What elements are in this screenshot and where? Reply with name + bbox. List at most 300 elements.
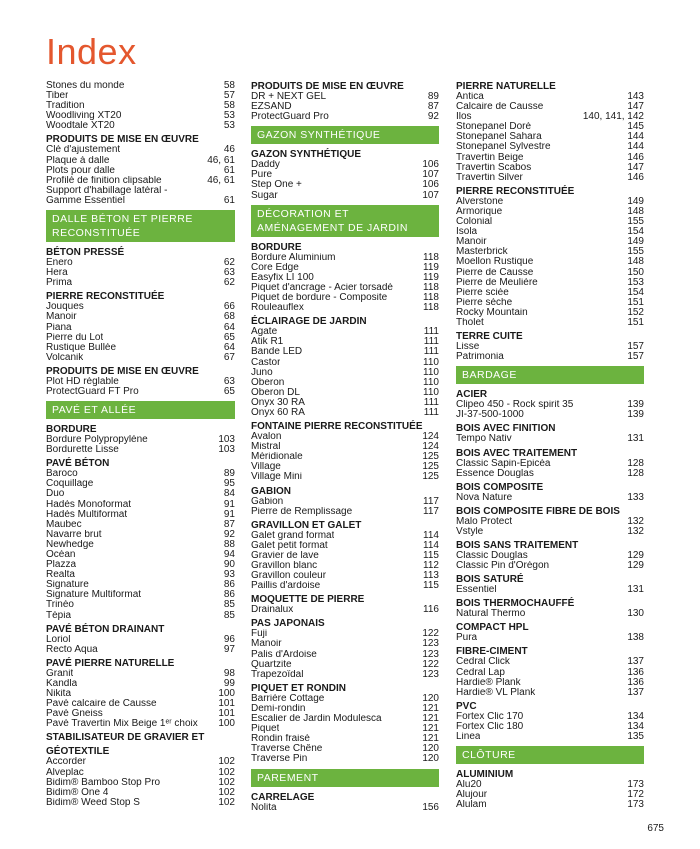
entry-label: Travertin Scabos — [456, 162, 532, 173]
entry-label: Pavé Gneiss — [46, 709, 103, 720]
subsection-heading: CARRELAGE — [251, 791, 315, 803]
entry-label: Alverstone — [456, 196, 504, 207]
entry-page-number: 107 — [422, 169, 439, 181]
entry-page-number: 151 — [627, 296, 644, 308]
entry-label: Manoir — [46, 312, 77, 323]
entry-label: Cedral Lap — [456, 667, 505, 678]
entry-page-number: 154 — [627, 226, 644, 238]
entry-label: Drainalux — [251, 605, 294, 616]
entry-label: Linea — [456, 732, 481, 743]
entry-label: Ilos — [456, 112, 472, 123]
entry-label: Hadès Multiformat — [46, 509, 128, 520]
entry-label: Barrière Cottage — [251, 693, 325, 704]
entry-page-number: 139 — [627, 409, 644, 421]
entry-page-number: 96 — [223, 633, 235, 645]
index-entry — [251, 303, 439, 313]
entry-label: Core Edge — [251, 262, 299, 273]
entry-label: Tholet — [456, 317, 484, 328]
entry-label: Rustique Bullée — [46, 342, 117, 353]
entry-label: Avalon — [251, 432, 282, 443]
entry-page-number: 144 — [627, 131, 644, 143]
entry-label: Demi-rondin — [251, 703, 306, 714]
entry-label: Mistral — [251, 442, 281, 453]
index-entry — [46, 312, 235, 322]
subsection-heading: BOIS COMPOSITE — [456, 481, 544, 493]
entry-label: Duo — [46, 489, 65, 500]
entry-label: Piquet — [251, 724, 280, 735]
entry-page-number: 120 — [422, 692, 439, 704]
entry-label: Armorique — [456, 206, 503, 217]
entry-page-number: 91 — [223, 498, 235, 510]
index-entry — [456, 780, 644, 790]
subsection-heading: BOIS THERMOCHAUFFÉ — [456, 598, 575, 610]
section-band: CLÔTURE — [456, 746, 644, 764]
entry-label: Bidim® One 4 — [46, 787, 109, 798]
entry-label: Galet petit format — [251, 540, 328, 551]
entry-page-number: 119 — [423, 271, 439, 283]
entry-page-number: 147 — [627, 101, 644, 113]
entry-page-number: 106 — [422, 159, 439, 171]
entry-label: Calcaire de Causse — [456, 102, 544, 113]
entry-page-number: 87 — [223, 518, 235, 530]
entry-page-number: 99 — [223, 677, 235, 689]
index-entry — [251, 497, 439, 507]
entry-label: Support d'habillage latéral - — [46, 185, 168, 196]
page-title: Index — [46, 31, 137, 72]
entry-page-number: 136 — [627, 676, 644, 688]
index-entry — [251, 442, 439, 452]
entry-label: Easyfix LI 100 — [251, 272, 314, 283]
entry-page-number: 149 — [627, 236, 644, 248]
subsection-heading: GAZON SYNTHÉTIQUE — [251, 149, 362, 161]
entry-page-number: 62 — [223, 257, 235, 269]
entry-label: Coquillage — [46, 479, 94, 490]
entry-label: Hadès Monoformat — [46, 499, 132, 510]
entry-page-number: 119 — [423, 261, 439, 273]
entry-label: Quartzite — [251, 659, 292, 670]
entry-page-number: 111 — [423, 406, 439, 418]
subsection-heading: PIERRE RECONSTITUÉE — [46, 291, 165, 303]
entry-label: Woodtale XT20 — [46, 121, 115, 132]
index-entry — [251, 452, 439, 462]
section-band: PAVÉ ET ALLÉE — [46, 401, 235, 419]
index-entry — [456, 163, 644, 173]
index-entry — [456, 142, 644, 152]
index-entry — [46, 323, 235, 333]
index-entry — [46, 689, 235, 699]
entry-page-number: 115 — [423, 580, 439, 592]
entry-page-number: 131 — [627, 433, 644, 445]
entry-label: Patrimonia — [456, 352, 504, 363]
entry-page-number: 61 — [223, 164, 235, 176]
entry-page-number: 84 — [223, 488, 235, 500]
index-entry — [456, 722, 644, 732]
entry-label: Rocky Mountain — [456, 307, 528, 318]
entry-page-number: 146 — [627, 151, 644, 163]
index-entry — [46, 798, 235, 808]
entry-page-number: 87 — [427, 101, 439, 113]
entry-page-number: 172 — [627, 789, 644, 801]
index-entry — [251, 253, 439, 263]
subsection-heading: MOQUETTE DE PIERRE — [251, 594, 365, 606]
entry-label: Fortex Clic 180 — [456, 721, 524, 732]
entry-page-number: 131 — [627, 584, 644, 596]
entry-page-number: 112 — [423, 560, 439, 571]
index-entry — [46, 709, 235, 719]
index-entry — [46, 719, 235, 729]
index-entry — [46, 520, 235, 530]
entry-page-number: 117 — [423, 505, 439, 517]
subsection-heading: PIQUET ET RONDIN — [251, 682, 347, 694]
subsection-heading: BORDURE — [46, 424, 97, 436]
index-entry — [456, 459, 644, 469]
entry-page-number: 64 — [223, 341, 235, 353]
index-entry — [251, 112, 439, 122]
entry-page-number: 153 — [627, 276, 644, 288]
entry-page-number: 85 — [223, 609, 235, 621]
entry-page-number: 94 — [223, 549, 235, 560]
entry-label: Realta — [46, 570, 75, 581]
entry-label: Onyx 60 RA — [251, 407, 305, 418]
index-entry — [251, 408, 439, 418]
entry-page-number: 133 — [627, 491, 644, 503]
entry-label: Clipeo 450 - Rock spirit 35 — [456, 400, 574, 411]
entry-label: Manoir — [251, 639, 282, 650]
entry-label: Kandla — [46, 678, 78, 689]
index-entry — [251, 670, 439, 680]
entry-label: DR + NEXT GEL — [251, 92, 327, 102]
index-entry — [46, 333, 235, 343]
entry-label: Rondin fraisé — [251, 734, 310, 745]
index-entry — [46, 387, 235, 397]
index-entry — [251, 170, 439, 180]
entry-label: EZSAND — [251, 102, 292, 113]
entry-page-number: 157 — [627, 351, 644, 363]
index-entry — [251, 744, 439, 754]
index-entry — [46, 91, 235, 101]
entry-page-number: 100 — [218, 718, 235, 730]
index-entry — [46, 196, 235, 206]
index-entry — [251, 734, 439, 744]
entry-label: Pierre de Meulière — [456, 277, 538, 288]
index-entry — [456, 92, 644, 102]
entry-label: Tiber — [46, 91, 69, 102]
entry-page-number: 148 — [627, 256, 644, 268]
entry-page-number: 155 — [627, 246, 644, 258]
entry-page-number: 118 — [423, 292, 439, 304]
subsection-heading: PVC — [456, 700, 477, 712]
index-entry — [456, 657, 644, 667]
entry-label: Méridionale — [251, 452, 303, 463]
index-entry — [456, 197, 644, 207]
entry-page-number: 90 — [223, 559, 235, 571]
entry-page-number: 124 — [422, 431, 439, 443]
entry-page-number: 53 — [223, 120, 235, 132]
entry-page-number: 132 — [627, 515, 644, 527]
index-entry — [46, 258, 235, 268]
entry-page-number: 123 — [422, 638, 439, 650]
section-band: GAZON SYNTHÉTIQUE — [251, 126, 439, 144]
entry-page-number: 120 — [422, 753, 439, 765]
entry-label: Palis d'Ardoise — [251, 649, 317, 660]
entry-label: Pure — [251, 170, 273, 181]
index-column-2 — [251, 81, 439, 813]
subsection-heading: BOIS AVEC TRAITEMENT — [456, 447, 578, 459]
index-entry — [456, 112, 644, 122]
entry-label: Trinéo — [46, 600, 74, 611]
entry-page-number: 124 — [422, 441, 439, 453]
entry-page-number: 46 — [223, 144, 235, 156]
entry-page-number: 120 — [422, 743, 439, 755]
index-entry — [251, 561, 439, 571]
index-entry — [456, 227, 644, 237]
index-entry — [456, 268, 644, 278]
index-entry — [251, 388, 439, 398]
subsection-heading: ACIER — [456, 389, 488, 401]
subsection-heading: GÉOTEXTILE — [46, 746, 110, 758]
index-entry — [46, 186, 235, 196]
section-band: DÉCORATION ET AMÉNAGEMENT DE JARDIN — [251, 205, 439, 237]
subsection-heading: STABILISATEUR DE GRAVIER ET — [46, 732, 205, 744]
entry-label: Natural Thermo — [456, 609, 526, 620]
entry-label: Alulam — [456, 800, 487, 811]
index-entry — [251, 263, 439, 273]
entry-page-number: 128 — [627, 467, 644, 479]
index-entry — [46, 600, 235, 610]
entry-page-number: 118 — [423, 302, 439, 314]
index-column-1 — [46, 81, 235, 808]
entry-page-number: 58 — [223, 80, 235, 91]
entry-label: Newhedge — [46, 539, 94, 550]
index-entry — [251, 273, 439, 283]
entry-page-number: 125 — [422, 461, 439, 473]
index-entry — [251, 507, 439, 517]
entry-page-number: 58 — [223, 100, 235, 112]
entry-label: Clé d'ajustement — [46, 145, 121, 156]
entry-page-number: 86 — [223, 579, 235, 591]
entry-label: Paillis d'ardoise — [251, 581, 321, 592]
entry-page-number: 149 — [627, 195, 644, 207]
index-entry — [456, 434, 644, 444]
subsection-heading: PRODUITS DE MISE EN ŒUVRE — [46, 134, 199, 146]
entry-label: Alveplac — [46, 767, 84, 778]
entry-label: Travertin Beige — [456, 152, 524, 163]
entry-label: Alu20 — [456, 780, 482, 791]
entry-page-number: 89 — [223, 468, 235, 480]
index-entry — [456, 517, 644, 527]
entry-label: JI-37-500-1000 — [456, 410, 524, 421]
entry-page-number: 86 — [223, 589, 235, 601]
entry-label: Gravillon blanc — [251, 561, 318, 571]
index-entry — [46, 699, 235, 709]
entry-label: Hera — [46, 268, 68, 279]
index-entry — [456, 800, 644, 810]
entry-page-number: 110 — [423, 376, 439, 388]
entry-label: Prima — [46, 278, 73, 289]
entry-page-number: 150 — [627, 266, 644, 278]
index-entry — [251, 639, 439, 649]
index-entry — [46, 268, 235, 278]
index-entry — [251, 432, 439, 442]
subsection-heading: PIERRE NATURELLE — [456, 81, 556, 92]
entry-page-number: 92 — [223, 528, 235, 540]
subsection-heading: BORDURE — [251, 241, 302, 253]
entry-label: Nolita — [251, 802, 277, 813]
entry-label: Gamme Essentiel — [46, 195, 125, 206]
index-entry — [46, 540, 235, 550]
index-entry — [456, 609, 644, 619]
entry-page-number: 139 — [627, 399, 644, 411]
entry-label: Piquet d'ancrage - Acier torsadé — [251, 282, 393, 293]
index-entry — [46, 101, 235, 111]
index-entry — [251, 531, 439, 541]
subsection-heading: PAVÉ BÉTON — [46, 458, 110, 470]
entry-page-number: 154 — [627, 286, 644, 298]
entry-page-number: 117 — [423, 495, 439, 507]
entry-label: Galet grand format — [251, 530, 335, 541]
entry-label: Malo Protect — [456, 516, 513, 527]
entry-label: Onyx 30 RA — [251, 397, 305, 408]
entry-label: Bidim® Bamboo Stop Pro — [46, 777, 161, 788]
entry-page-number: 67 — [223, 351, 235, 363]
index-entry — [456, 207, 644, 217]
entry-page-number: 146 — [627, 171, 644, 183]
entry-label: Navarre brut — [46, 529, 102, 540]
index-entry — [251, 660, 439, 670]
entry-page-number: 89 — [427, 91, 439, 102]
entry-label: Village — [251, 462, 281, 473]
entry-label: Isola — [456, 227, 478, 238]
index-entry — [251, 327, 439, 337]
subsection-heading: PIERRE RECONSTITUÉE — [456, 185, 575, 197]
entry-label: Atik R1 — [251, 337, 284, 348]
entry-label: Oberon — [251, 377, 285, 388]
entry-label: Escalier de Jardin Modulesca — [251, 714, 382, 725]
entry-page-number: 123 — [422, 648, 439, 660]
entry-page-number: 62 — [223, 277, 235, 289]
entry-label: Enero — [46, 258, 73, 269]
entry-label: Colonial — [456, 217, 493, 228]
entry-label: Stonepanel Sylvestre — [456, 142, 551, 153]
entry-page-number: 114 — [423, 529, 439, 541]
entry-page-number: 138 — [627, 632, 644, 644]
entry-label: Pierre de Causse — [456, 267, 534, 278]
entry-label: Gravier de lave — [251, 550, 319, 561]
subsection-heading: TERRE CUITE — [456, 331, 523, 343]
entry-page-number: 123 — [422, 668, 439, 680]
entry-page-number: 137 — [627, 686, 644, 698]
entry-page-number: 173 — [627, 799, 644, 811]
index-entry — [46, 500, 235, 510]
index-entry — [46, 679, 235, 689]
index-entry — [456, 342, 644, 352]
index-entry — [456, 712, 644, 722]
subsection-heading: ALUMINIUM — [456, 769, 514, 781]
index-entry — [251, 803, 439, 813]
entry-label: Plots pour dalle — [46, 165, 115, 176]
index-entry — [46, 302, 235, 312]
entry-label: Tempo Nativ — [456, 434, 512, 445]
entry-page-number: 102 — [218, 776, 235, 788]
entry-page-number: 134 — [627, 720, 644, 732]
entry-label: Cedral Click — [456, 657, 510, 668]
index-entry — [251, 293, 439, 303]
index-entry — [46, 176, 235, 186]
entry-page-number: 118 — [423, 281, 439, 293]
entry-label: Oberon DL — [251, 387, 300, 398]
entry-page-number: 129 — [627, 550, 644, 561]
entry-page-number: 65 — [223, 331, 235, 343]
index-entry — [251, 191, 439, 201]
entry-label: Plot HD réglable — [46, 376, 119, 387]
index-entry — [251, 368, 439, 378]
entry-label: Volcanik — [46, 352, 84, 363]
entry-label: Agate — [251, 327, 278, 338]
entry-page-number: 121 — [422, 733, 439, 745]
subsection-heading: PAVÉ BÉTON DRAINANT — [46, 623, 165, 635]
entry-label: Tradition — [46, 101, 85, 112]
entry-page-number: 113 — [423, 570, 439, 582]
entry-page-number: 122 — [422, 628, 439, 640]
index-entry — [46, 580, 235, 590]
entry-label: Pierre de Remplissage — [251, 506, 353, 517]
entry-label: Trapezoïdal — [251, 669, 304, 680]
entry-label: Gabion — [251, 496, 284, 507]
index-entry — [456, 585, 644, 595]
entry-page-number: 134 — [627, 710, 644, 722]
index-entry — [251, 571, 439, 581]
entry-page-number: 46, 61 — [207, 174, 235, 186]
entry-label: Nikita — [46, 689, 72, 700]
entry-page-number: 155 — [627, 216, 644, 228]
entry-label: Essentiel — [456, 585, 497, 596]
entry-label: Profilé de finition clipsable — [46, 175, 162, 186]
entry-page-number: 122 — [422, 658, 439, 670]
entry-label: Classic Douglas — [456, 551, 528, 561]
entry-label: Alujour — [456, 790, 488, 801]
subsection-heading: GABION — [251, 485, 291, 497]
index-entry — [456, 288, 644, 298]
index-entry — [456, 688, 644, 698]
index-entry — [456, 318, 644, 328]
entry-label: Granit — [46, 668, 74, 679]
index-entry — [251, 581, 439, 591]
subsection-heading: ÉCLAIRAGE DE JARDIN — [251, 316, 367, 328]
index-entry — [46, 489, 235, 499]
index-entry — [456, 247, 644, 257]
index-entry — [456, 633, 644, 643]
entry-label: Juno — [251, 367, 273, 378]
entry-label: Gravillon couleur — [251, 571, 327, 582]
entry-label: Sugar — [251, 190, 278, 201]
entry-page-number: 65 — [223, 385, 235, 397]
subsection-heading: PRODUITS DE MISE EN ŒUVRE — [251, 81, 404, 92]
index-entry — [456, 352, 644, 362]
index-entry — [251, 754, 439, 764]
index-entry — [456, 678, 644, 688]
entry-page-number: 121 — [422, 702, 439, 714]
index-entry — [46, 435, 235, 445]
entry-page-number: 152 — [627, 306, 644, 318]
entry-page-number: 102 — [218, 766, 235, 778]
subsection-heading: FONTAINE PIERRE RECONSTITUÉE — [251, 421, 423, 433]
entry-page-number: 111 — [423, 336, 439, 348]
index-entry — [251, 724, 439, 734]
entry-page-number: 88 — [223, 538, 235, 550]
subsection-heading: BOIS COMPOSITE FIBRE DE BOIS — [456, 505, 620, 517]
entry-label: Hardie® Plank — [456, 677, 521, 688]
entry-page-number: 136 — [627, 666, 644, 678]
